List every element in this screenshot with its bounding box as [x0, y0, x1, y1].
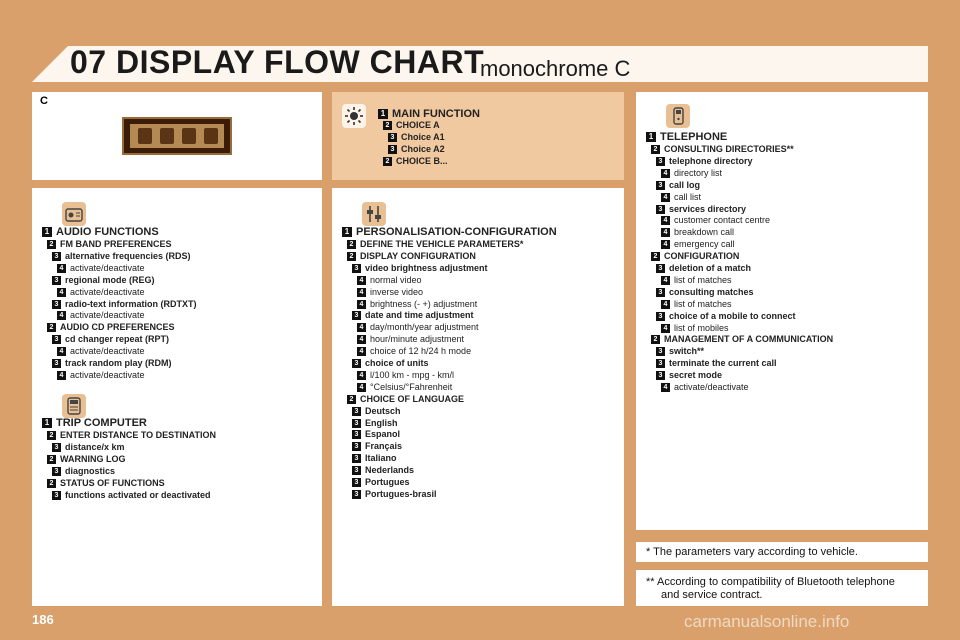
item-label: regional mode (REG): [65, 274, 155, 285]
audio-item: [42, 226, 159, 239]
display-screen-icon: [122, 117, 232, 155]
level-badge: 2: [347, 252, 356, 261]
item-label: call log: [669, 179, 701, 190]
level-badge: 4: [661, 169, 670, 178]
level-badge: 4: [357, 335, 366, 344]
audio-item: [52, 299, 197, 310]
item-label: AUDIO CD PREFERENCES: [60, 322, 175, 333]
level-badge: 2: [47, 455, 56, 464]
level-badge: 4: [57, 347, 66, 356]
level-badge: 1: [342, 227, 352, 237]
level-badge: 3: [352, 466, 361, 475]
telephone-item: [651, 334, 833, 345]
telephone-item: [651, 251, 739, 262]
level-badge: 4: [57, 264, 66, 273]
item-label: list of matches: [674, 298, 732, 309]
telephone-item: [656, 358, 777, 369]
telephone-item: [651, 144, 794, 155]
level-badge: 3: [52, 335, 61, 344]
main-function-icon: [342, 104, 366, 128]
item-label: PERSONALISATION-CONFIGURATION: [356, 226, 557, 238]
telephone-item: [661, 299, 732, 310]
level-badge: 4: [661, 193, 670, 202]
telephone-item: [656, 287, 754, 298]
item-label: activate/deactivate: [70, 369, 145, 380]
trip-item: [52, 466, 115, 477]
level-badge: 2: [47, 431, 56, 440]
trip-item: [47, 454, 126, 465]
level-badge: 4: [357, 276, 366, 285]
personalisation-item: [352, 489, 437, 500]
screen-settings-glyph: [182, 128, 196, 144]
audio-item: [57, 287, 145, 298]
item-label: MAIN FUNCTION: [392, 108, 480, 120]
personalisation-item: [352, 263, 488, 274]
item-label: diagnostics: [65, 465, 116, 476]
screen-phone-glyph: [204, 128, 218, 144]
level-badge: 3: [52, 443, 61, 452]
trip-item: [47, 430, 216, 441]
audio-item: [47, 239, 172, 250]
level-badge: 3: [52, 252, 61, 261]
item-label: directory list: [674, 167, 723, 178]
screen-trip-glyph: [160, 128, 174, 144]
audio-item: [52, 358, 172, 369]
item-label: switch**: [669, 346, 705, 357]
level-badge: 3: [656, 359, 665, 368]
level-badge: 4: [357, 347, 366, 356]
personalisation-item: [352, 465, 414, 476]
item-label: terminate the current call: [669, 358, 777, 369]
display-screen-face: [130, 124, 224, 148]
level-badge: 1: [378, 109, 388, 119]
level-badge: 4: [357, 383, 366, 392]
main-function-panel: [332, 92, 624, 180]
item-label: DISPLAY CONFIGURATION: [360, 250, 476, 261]
level-badge: 3: [352, 442, 361, 451]
personalisation-item: [357, 322, 479, 333]
level-badge: 4: [661, 276, 670, 285]
audio-item: [57, 310, 145, 321]
personalisation-item: [352, 406, 401, 417]
level-badge: 1: [42, 227, 52, 237]
item-label: AUDIO FUNCTIONS: [56, 226, 159, 238]
main_function-item: [388, 132, 445, 143]
level-badge: 3: [352, 359, 361, 368]
item-label: l/100 km - mpg - km/l: [370, 369, 455, 380]
item-label: consulting matches: [669, 286, 754, 297]
trip-item: [47, 478, 165, 489]
telephone-item: [661, 192, 701, 203]
page-subtitle: monochrome C: [480, 56, 631, 81]
telephone-item: [656, 346, 704, 357]
item-label: choice of 12 h/24 h mode: [370, 346, 472, 357]
level-badge: 4: [357, 288, 366, 297]
item-label: activate/deactivate: [674, 382, 749, 392]
personalisation-item: [347, 251, 476, 262]
level-badge: 3: [352, 454, 361, 463]
item-label: list of mobiles: [674, 322, 729, 333]
item-label: WARNING LOG: [60, 453, 126, 464]
item-label: Français: [365, 441, 403, 452]
item-label: CONSULTING DIRECTORIES**: [664, 144, 794, 154]
telephone-item: [661, 275, 732, 286]
item-label: list of matches: [674, 274, 732, 285]
level-badge: 3: [352, 311, 361, 320]
level-badge: 3: [352, 419, 361, 428]
personalisation-item: [352, 418, 398, 429]
level-badge: 4: [357, 323, 366, 332]
item-label: TRIP COMPUTER: [56, 417, 147, 429]
item-label: video brightness adjustment: [365, 262, 488, 273]
screen-audio-glyph: [138, 128, 152, 144]
telephone-item: [656, 156, 753, 167]
item-label: CHOICE OF LANGUAGE: [360, 393, 465, 404]
telephone-item: [661, 168, 722, 179]
item-label: track random play (RDM): [65, 358, 172, 368]
main_function-item: [383, 120, 440, 131]
page-number: 186: [32, 612, 54, 627]
level-badge: 2: [47, 323, 56, 332]
item-label: breakdown call: [674, 227, 735, 238]
item-label: normal video: [370, 274, 422, 285]
personalisation-item: [352, 441, 402, 452]
personalisation-item: [352, 429, 400, 440]
level-badge: 3: [388, 145, 397, 154]
level-badge: 4: [57, 311, 66, 320]
item-label: activate/deactivate: [70, 286, 145, 297]
level-badge: 3: [656, 371, 665, 380]
level-badge: 3: [352, 407, 361, 416]
footnote-parameters: * The parameters vary according to vehicle.: [646, 546, 858, 558]
level-badge: 4: [661, 216, 670, 225]
item-label: day/month/year adjustment: [370, 322, 479, 333]
item-label: STATUS OF FUNCTIONS: [60, 477, 165, 488]
audio-item: [52, 275, 155, 286]
telephone-item: [646, 131, 727, 144]
telephone-item: [656, 263, 751, 274]
level-badge: 4: [57, 288, 66, 297]
level-badge: 2: [347, 240, 356, 249]
level-badge: 2: [651, 252, 660, 261]
personalisation-item: [347, 239, 523, 250]
personalisation-item: [357, 382, 452, 393]
item-label: Italiano: [365, 453, 397, 464]
telephone-item: [661, 323, 729, 334]
level-badge: 3: [352, 490, 361, 499]
audio-item: [52, 251, 191, 262]
personalisation-item: [357, 346, 471, 357]
telephone-item: [661, 227, 734, 238]
item-label: °Celsius/°Fahrenheit: [370, 381, 453, 392]
level-badge: 2: [651, 335, 660, 344]
footnote-bluetooth-line1: ** According to compatibility of Bluetooth telephone: [646, 576, 895, 588]
level-badge: 2: [383, 121, 392, 130]
level-badge: 4: [661, 383, 670, 392]
personalisation-item: [352, 477, 410, 488]
level-badge: 3: [388, 133, 397, 142]
level-badge: 2: [383, 157, 392, 166]
item-label: Choice A1: [401, 132, 445, 142]
audio-item: [52, 334, 169, 345]
personalisation-item: [347, 394, 464, 405]
item-label: MANAGEMENT OF A COMMUNICATION: [664, 334, 834, 345]
item-label: activate/deactivate: [70, 310, 145, 321]
section-label: C: [40, 95, 48, 107]
level-badge: 3: [352, 264, 361, 273]
personalisation-item: [352, 310, 474, 321]
level-badge: 3: [52, 491, 61, 500]
item-label: emergency call: [674, 239, 735, 250]
item-label: English: [365, 417, 398, 428]
telephone-item: [656, 370, 722, 381]
level-badge: 2: [47, 479, 56, 488]
personalisation-item: [342, 226, 557, 239]
item-label: FM BAND PREFERENCES: [60, 239, 172, 249]
item-label: call list: [674, 191, 702, 202]
main_function-item: [383, 156, 448, 167]
item-label: CHOICE B...: [396, 156, 448, 166]
item-label: Choice A2: [401, 144, 445, 154]
personalisation-icon: [362, 202, 386, 226]
level-badge: 4: [661, 240, 670, 249]
main_function-item: [388, 144, 445, 155]
item-label: inverse video: [370, 286, 424, 297]
audio-item: [57, 263, 145, 274]
telephone-item: [661, 239, 735, 250]
level-badge: 3: [656, 312, 665, 321]
item-label: services directory: [669, 203, 747, 214]
item-label: cd changer repeat (RPT): [65, 334, 170, 345]
item-label: CHOICE A: [396, 120, 440, 130]
telephone-item: [661, 215, 770, 226]
item-label: activate/deactivate: [70, 346, 145, 357]
audio-item: [57, 370, 145, 381]
audio-item: [57, 346, 145, 357]
level-badge: 3: [656, 347, 665, 356]
trip-item: [52, 490, 211, 501]
telephone-item: [661, 382, 749, 393]
personalisation-item: [357, 275, 422, 286]
telephone-item: [656, 180, 700, 191]
personalisation-item: [357, 287, 423, 298]
level-badge: 3: [656, 288, 665, 297]
item-label: telephone directory: [669, 155, 753, 166]
watermark: carmanualsonline.info: [684, 612, 850, 631]
personalisation-item: [352, 358, 429, 369]
level-badge: 3: [352, 430, 361, 439]
level-badge: 3: [52, 300, 61, 309]
item-label: functions activated or deactivated: [65, 489, 211, 500]
telephone-item: [656, 204, 746, 215]
level-badge: 3: [656, 157, 665, 166]
level-badge: 3: [352, 478, 361, 487]
level-badge: 2: [651, 145, 660, 154]
item-label: distance/x km: [65, 441, 125, 452]
level-badge: 2: [347, 395, 356, 404]
item-label: Deutsch: [365, 405, 401, 416]
item-label: ENTER DISTANCE TO DESTINATION: [60, 430, 217, 440]
item-label: choice of a mobile to connect: [669, 310, 796, 321]
item-label: customer contact centre: [674, 215, 771, 226]
level-badge: 4: [357, 300, 366, 309]
level-badge: 1: [646, 132, 656, 142]
level-badge: 4: [357, 371, 366, 380]
level-badge: 4: [661, 300, 670, 309]
item-label: Espanol: [365, 429, 401, 440]
item-label: alternative frequencies (RDS): [65, 250, 191, 261]
telephone-item: [656, 311, 796, 322]
audio-item: [47, 322, 175, 333]
item-label: deletion of a match: [669, 263, 752, 273]
personalisation-item: [357, 299, 477, 310]
level-badge: 4: [661, 228, 670, 237]
level-badge: 2: [47, 240, 56, 249]
item-label: choice of units: [365, 358, 429, 368]
item-label: date and time adjustment: [365, 310, 474, 321]
trip-computer-icon: [62, 394, 86, 418]
personalisation-item: [352, 453, 397, 464]
trip-item: [42, 417, 147, 430]
item-label: activate/deactivate: [70, 262, 145, 273]
level-badge: 3: [656, 181, 665, 190]
level-badge: 4: [661, 324, 670, 333]
item-label: DEFINE THE VEHICLE PARAMETERS*: [360, 239, 524, 249]
level-badge: 3: [52, 467, 61, 476]
item-label: hour/minute adjustment: [370, 334, 465, 345]
personalisation-item: [357, 370, 454, 381]
level-badge: 3: [52, 359, 61, 368]
level-badge: 1: [42, 418, 52, 428]
level-badge: 3: [656, 205, 665, 214]
trip-item: [52, 442, 125, 453]
item-label: brightness (- +) adjustment: [370, 298, 478, 309]
level-badge: 3: [52, 276, 61, 285]
item-label: secret mode: [669, 370, 723, 381]
level-badge: 3: [656, 264, 665, 273]
item-label: CONFIGURATION: [664, 251, 740, 262]
level-badge: 4: [57, 371, 66, 380]
item-label: Portugues-brasil: [365, 488, 437, 499]
page-title: 07 DISPLAY FLOW CHART: [70, 44, 485, 80]
item-label: radio-text information (RDTXT): [65, 298, 197, 309]
item-label: TELEPHONE: [660, 131, 728, 143]
item-label: Nederlands: [365, 465, 415, 476]
audio-functions-icon: [62, 202, 86, 226]
telephone-icon: [666, 104, 690, 128]
item-label: Portugues: [365, 477, 410, 487]
footnote-bluetooth-line2: and service contract.: [661, 589, 763, 601]
personalisation-item: [357, 334, 464, 345]
